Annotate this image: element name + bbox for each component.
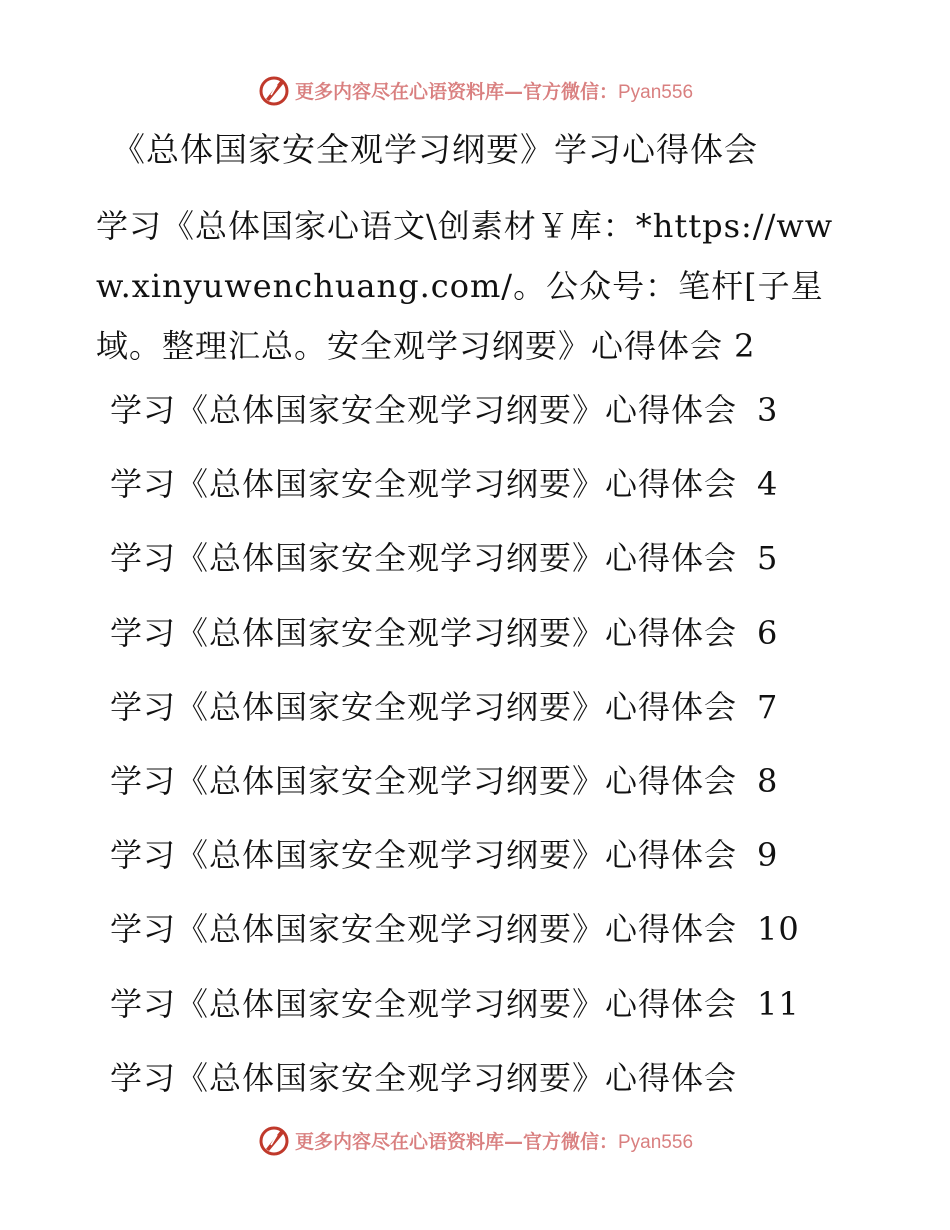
banner-text: 更多内容尽在心语资料库—官方微信：Pyan556 xyxy=(294,80,694,103)
toc-page-number: 7 xyxy=(757,687,779,726)
banner-text: 更多内容尽在心语资料库—官方微信：Pyan556 xyxy=(294,1130,694,1153)
footer-banner xyxy=(0,1120,950,1160)
toc-page-number: 5 xyxy=(757,539,779,578)
toc-item-label: 学习《总体国家安全观学习纲要》心得体会 xyxy=(110,687,738,726)
toc-page-number: 3 xyxy=(757,391,779,429)
toc-page-number: 9 xyxy=(757,836,779,875)
toc-item xyxy=(110,380,800,454)
toc-item-label: 学习《总体国家安全观学习纲要》心得体会 xyxy=(110,391,738,429)
wechat-id: Pyan556 xyxy=(618,81,694,103)
toc-item-label: 学习《总体国家安全观学习纲要》心得体会 xyxy=(110,910,738,949)
toc-item xyxy=(110,603,800,677)
intro-paragraph: 学习《总体国家心语文\创素材￥库：*https://www.xinyuwenchuang.com/。公众号：笔杆[子星域。整理汇总。安全观学习纲要》心得体会 2 xyxy=(96,207,834,365)
toc-page-number: 4 xyxy=(757,465,779,504)
document-title: 《总体国家安全观学习纲要》学习心得体会 xyxy=(112,130,758,169)
header-banner xyxy=(0,70,950,110)
toc-item xyxy=(110,974,800,1048)
toc-item-label: 学习《总体国家安全观学习纲要》心得体会 xyxy=(110,613,738,652)
toc-item-label: 学习《总体国家安全观学习纲要》心得体会 xyxy=(110,761,738,800)
toc-item-label: 学习《总体国家安全观学习纲要》心得体会 xyxy=(110,539,738,578)
quill-pen-logo-icon xyxy=(257,73,291,107)
toc-page-number: 8 xyxy=(757,761,779,800)
toc-item xyxy=(110,825,800,899)
quill-pen-logo-icon xyxy=(257,1123,291,1157)
toc-item xyxy=(110,454,800,528)
toc-item-label: 学习《总体国家安全观学习纲要》心得体会 xyxy=(110,1058,738,1097)
toc-item xyxy=(110,899,800,973)
toc-item xyxy=(110,528,800,602)
toc-page-number: 6 xyxy=(757,613,779,652)
toc-list xyxy=(110,380,800,1122)
toc-item xyxy=(110,677,800,751)
toc-item xyxy=(110,751,800,825)
toc-item xyxy=(110,1048,800,1122)
toc-page-number: 10 xyxy=(757,910,800,949)
toc-item-label: 学习《总体国家安全观学习纲要》心得体会 xyxy=(110,465,738,504)
wechat-id: Pyan556 xyxy=(618,1131,694,1153)
toc-page-number: 11 xyxy=(757,984,800,1023)
toc-item-label: 学习《总体国家安全观学习纲要》心得体会 xyxy=(110,984,738,1023)
toc-item-label: 学习《总体国家安全观学习纲要》心得体会 xyxy=(110,836,738,875)
